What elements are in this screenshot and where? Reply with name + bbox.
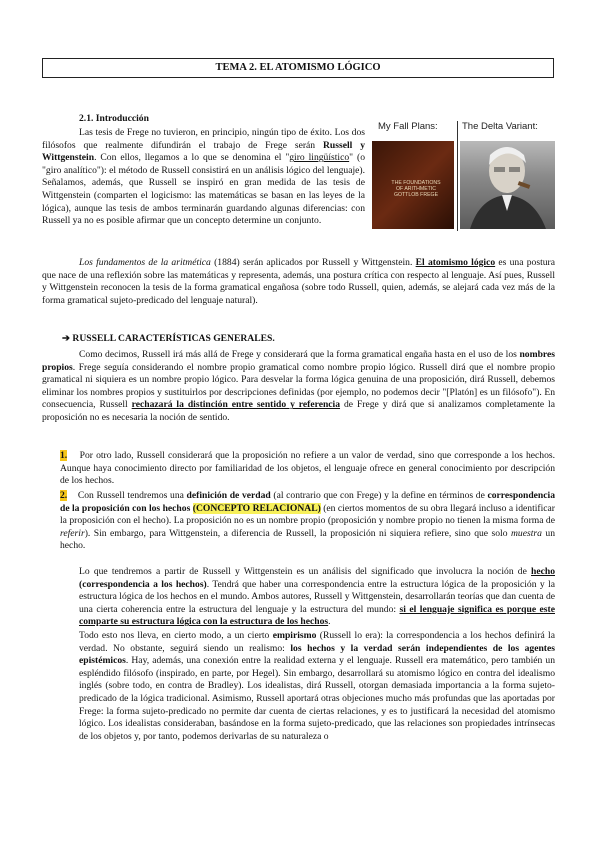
list-number-2: 2. [60,490,68,501]
portrait-photo [460,141,555,229]
section-heading: 2.1. Introducción [79,113,149,124]
meme-image [372,121,555,231]
meme-divider [457,121,458,231]
book-cover [372,141,454,229]
book-cover-text: THE FOUNDATIONS OF ARITHMETIC GOTTLOB FREGE [391,180,441,198]
list-item-1: 1. Por otro lado, Russell considerará que la proposición no refiere a un valor de verdad, sino que corresponde a los hechos. Aunque haya conocimiento directo por familiaridad de los objetos, el lenguaje ofrece en general conocimiento por descripción de los hechos. [60,450,555,487]
list-item-2: 2. Con Russell tendremos una definición de verdad (al contrario que con Frege) y la define en términos de correspondencia de la proposición con los hechos (CONCEPTO RELACIONAL) (en ciertos momentos de su obra llegará incluso a identificar la proposición con el hecho). La proposición no es un nombre propio (proposición y nombre propio no tienen la misma forma de referir). Sin embargo, para Wittgenstein, a diferencia de Russell, la proposición ni siquiera refiere, sino que solo muestra un hecho. [60,490,555,552]
meme-caption-left: My Fall Plans: [378,121,438,132]
meme-caption-right: The Delta Variant: [462,121,538,132]
paragraph-fundamentos: Los fundamentos de la aritmética (1884) serán aplicados por Russell y Wittgenstein. El atomismo lógico es una postura que nace de una reflexión sobre las matemáticas y representa, además, una postura crítica con respecto al lenguaje. Así pues, Russell y Wittgenstein reconocen la tesis de la forma gramatical engañosa (sobre todo Russell, quien, además, se alejará cada vez más de la forma gramatical sujeto-predicado del lenguaje natural). [42,257,555,306]
paragraph-nombres-propios: Como decimos, Russell irá más allá de Frege y considerará que la forma gramatical engaña hasta en el uso de los nombres propios. Frege seguía considerando el nombre propio gramatical como nombre propio lógico. Russell dirá que el nombre propio gramatical ni siquiera es un nombre propio lógico. Para desvelar la forma lógica genuina de una proposición, dirá Russell, debemos eliminar los nombres propios y sustituirlos por descripciones definidas (por ejemplo, no podemos decir "[Platón] es un filósofo"). En consecuencia, Russell rechazará la distinción entre sentido y referencia de Frege y dirá que si analizamos completamente la proposición no es necesaria la noción de sentido. [42,349,555,423]
paragraph-hecho: Lo que tendremos a partir de Russell y Wittgenstein es un análisis del significado que involucra la noción de hecho (correspondencia a los hechos). Tendrá que haber una correspondencia entre la estructura lógica de la proposición y la estructura lógica de los hechos en el mundo. Ambos autores, Russell y Wittgenstein, desarrollarán teorías que dan cuenta de una cierta coherencia entre la estructura del lenguaje y la estructura del mundo: si el lenguaje significa es porque este comparte su estructura lógica con la estructura de los hechos. [79,566,555,628]
page-title: TEMA 2. EL ATOMISMO LÓGICO [42,58,554,78]
list-number-1: 1. [60,450,68,461]
paragraph-empirismo: Todo esto nos lleva, en cierto modo, a un cierto empirismo (Russell lo era): la correspondencia a los hechos definirá la verdad. No obstante, seguirá siendo un realismo: los hechos y la verdad serán independientes de los agentes epistémicos. Hay, además, una conexión entre la realidad externa y el lenguaje. Russell era matemático, pero también un espléndido filósofo (inspirado, en parte, por Hegel). Sin embargo, desarrollará su atomismo lógico en contra del idealismo inglés (sobre todo, en contra de Bradley). Los idealistas, dirá Russell, otorgan demasiada importancia a la forma sujeto-predicado de la lógica tradicional. Asimismo, Russell aportará otras objeciones mucho más profundas que las aportadas por Frege: la forma sujeto-predicado no permite dar cuenta de ciertas relaciones, y es to justificará la necesidad del atomismo lógico. Los idealistas consideraban, basándose en la forma sujeto-predicado, que las relaciones son propiedades intrínsecas de los objetos y, por tanto, podemos derivarlas de su naturaleza o [79,630,555,742]
concept-highlight: (CONCEPTO RELACIONAL) [192,502,321,514]
heading-russell: ➔ RUSSELL CARACTERÍSTICAS GENERALES. [62,333,275,344]
paragraph-intro: Las tesis de Frege no tuvieron, en principio, ningún tipo de éxito. Los dos filósofos que realmente difundirán el trabajo de Frege serán Russell y Wittgenstein. Con ellos, llegamos a lo que se denomina el "giro lingüístico" (o "giro analítico"): el método de Russell consistirá en un análisis lógico del lenguaje). Señalamos, además, que Russell se inspiró en gran medida de las tesis de Wittgenstein (comparten el logicismo: las matemáticas se basan en las leyes de la lógica), aunque las tesis de ambos terminarán guardando algunas diferencias: con Russell ya no es posible afirmar que un concepto determine un conjunto. [42,127,365,227]
